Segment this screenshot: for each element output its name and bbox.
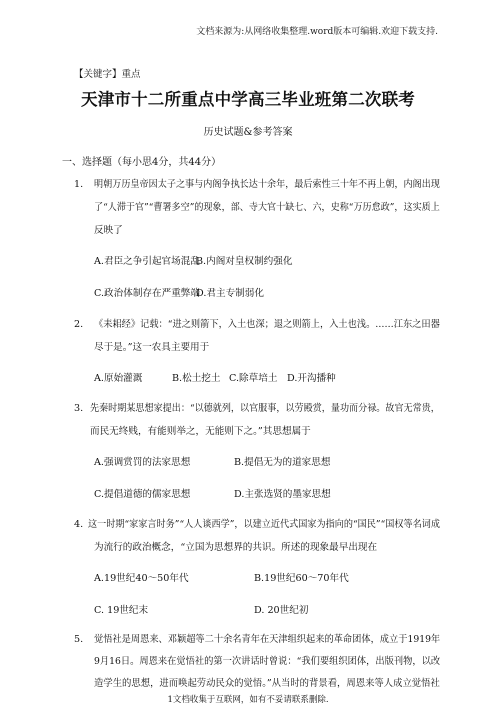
question-text-line: 9月16日。周恩来在觉悟社的第一次讲话时曾说：“我们要组织团体，出版刊物，以改 [94,656,441,667]
question-text-line: 反映了 [94,225,123,236]
option-b: B.内阁对皇权制约强化 [196,256,293,267]
question-text-line: 先秦时期某思想家提出：“以德就列，以官服事，以劳殿赏，量功而分禄。故官无常贵， [90,403,440,414]
option-b: B.提倡无为的道家思想 [234,457,331,468]
header-note: 文档来源为:从网络收集整理.word版本可编辑.欢迎下载支持. [196,27,438,37]
question-number: 5. [74,634,84,645]
option-a: A.君臣之争引起官场混乱 [94,256,200,267]
question-text-line: 这一时期“家家言时务”“人人谈西学”，以建立近代式国家为指向的“国民”“国权等名词成 [88,519,440,530]
question-text-line: 为流行的政治概念，“立国为思想界的共识。所述的现象最早出现在 [94,542,378,553]
option-c: C.除草培土 [229,373,278,384]
question-text-line: 了“人滞于官”“曹署多空”的现象，部、寺大官十缺七、六，史称“万历怠政”，这实质上 [94,202,440,213]
question-text-line: 尽于是。”这一农具主要用于 [94,342,210,353]
option-d: D.开沟播种 [287,373,336,384]
option-d: D.主张选贤的墨家思想 [234,489,331,500]
question-text-line: 《耒耜经》记载：“进之则箭下，入土也深；退之则箭上，入土也浅。……江东之田器 [94,319,440,330]
question-number: 4. [74,519,84,530]
page-subtitle: 历史试题&参考答案 [203,127,293,138]
question-text-line: 造学生的思想，进而唤起劳动民众的觉悟。”从当时的背景看，周恩来等人成立觉悟社 [94,678,440,689]
question-number: 1. [74,179,84,190]
footer-note: 1文档收集于互联网，如有不妥请联系删除. [167,695,329,705]
option-c: C.提倡道德的儒家思想 [94,489,191,500]
option-b: B.19世纪60～70年代 [254,573,349,584]
section-heading: 一、选择题（每小思4分，共44分） [62,157,222,168]
keyword-label: 【关键字】重点 [74,69,141,80]
option-a: A.强调赏罚的法家思想 [94,457,191,468]
page-title: 天津市十二所重点中学高三毕业班第二次联考 [81,90,415,109]
question-text-line: 而民无终贱，有能则举之，无能则下之。”其思想属于 [90,426,311,437]
option-d: D. 20世纪初 [254,605,309,616]
option-d: D.君主专制弱化 [196,288,264,299]
option-a: A.19世纪40～50年代 [94,573,189,584]
option-c: C.政治体制存在严重弊端 [94,288,200,299]
question-text-line: 觉悟社是周恩来、邓颖超等二十余名青年在天津组织起来的革命团体，成立于1919年 [94,634,441,645]
option-c: C. 19世纪末 [94,605,149,616]
option-b: B.松土挖土 [172,373,221,384]
question-text-line: 明朝万历皇帝因太子之事与内阁争执长达十余年，最后索性三十年不再上朝，内阁出现 [94,179,440,190]
option-a: A.原始灌溉 [94,373,143,384]
question-number: 3. [74,403,84,414]
question-number: 2. [74,319,84,330]
